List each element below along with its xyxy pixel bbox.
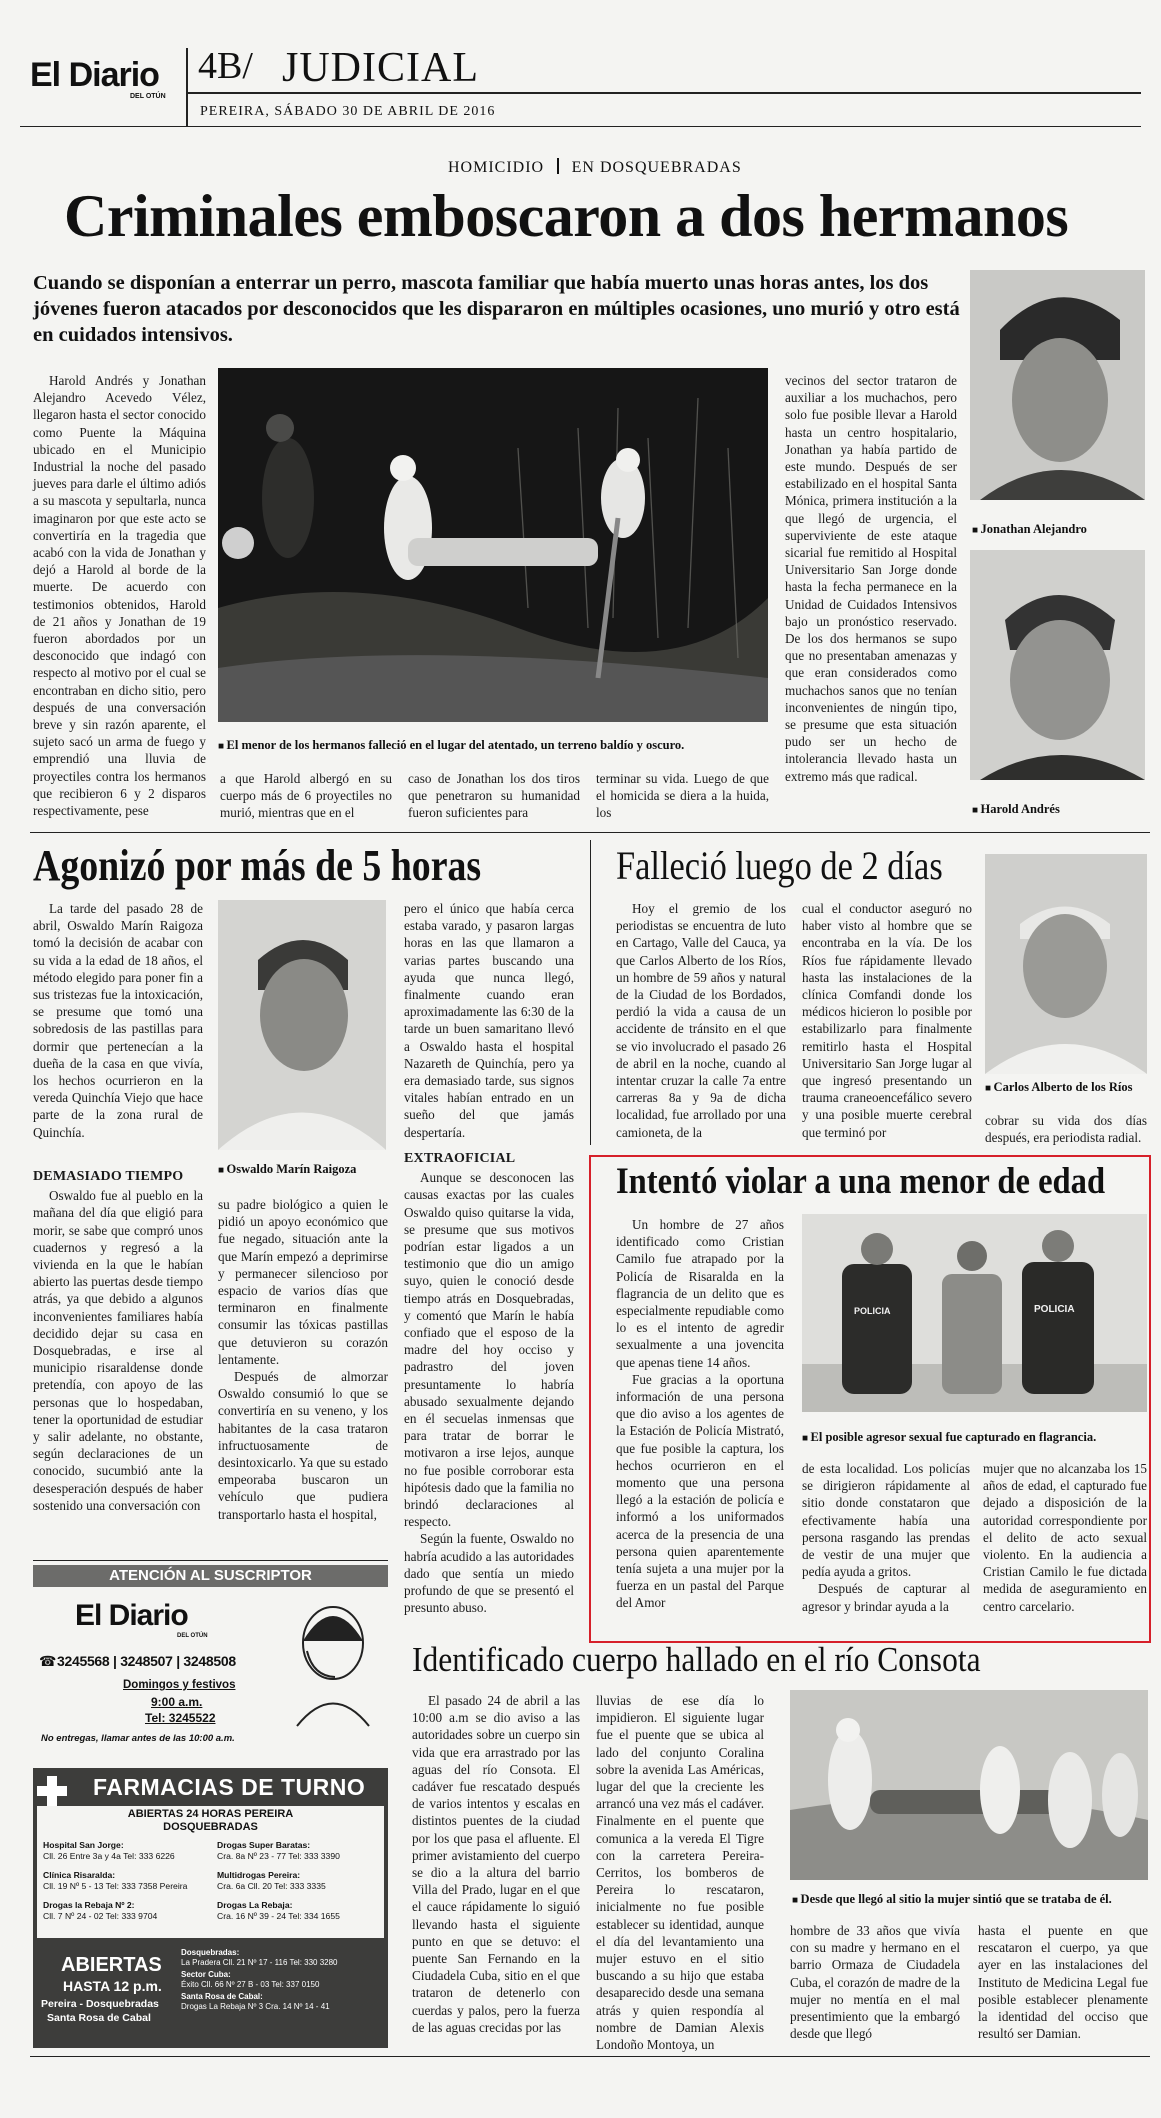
story1-col3: caso de Jonathan los dos tiros que penetraron su humanidad fueron suficientes para: [408, 771, 580, 821]
story1-kicker: [448, 158, 742, 177]
story2-col3b: Aunque se desconocen las causas exactas por las cuales Oswaldo quiso quitarse la vida, se presume que sus motivos podrían estar ligados a un testimonio que dio un amigo suyo, quien le conoció desde tiempo atrás en Dosquebradas, y comentó que Marín le había confiado que el esposo de la madre del hoy occiso y padrastro del joven presuntamente lo habría abusado sexualmente dejando en él secuelas inmensas que para tratar de borrar le motivaron a irse lejos, aunque no fue posible corroborar esta hipótesis dado que la familia no brindó declaraciones al respecto.: [404, 1170, 574, 1530]
story4-headline: Intentó violar a una menor de edad: [616, 1161, 1106, 1202]
section-title: JUDICIAL: [282, 45, 479, 91]
story2-col1: La tarde del pasado 28 de abril, Oswaldo Marín Raigoza tomó la decisión de acabar con su vida a la edad de 18 años, el método elegido para poner fin a sus tristezas fue la intoxicación, se presume que tomó una sobredosis de las pastillas para dormir que pertenecían a la dueña de la casa en que vivía, los hechos ocurrieron en la vereda Quinchía Viejo que hace parte de la zona rural de Quinchía.: [33, 901, 203, 1140]
carlos-photo-image: [985, 854, 1147, 1074]
subscriber-ad-title: ATENCIÓN AL SUSCRIPTOR: [33, 1565, 388, 1587]
river-recovery-image: [790, 1690, 1148, 1880]
story4-col1b: Fue gracias a la oportuna información de una persona que dio aviso a los agentes de la Estación de Policía Mistrató, que fue posible la captura, los hechos ocurrieron en el momento que una persona llegó a la estación de policía e informó a los uniformados acerca de la presencia de una persona quien aparentemente tenía sujeta a una mujer por la fuerza en un pastal del Parque del Amor: [616, 1371, 784, 1611]
story1-main-photo: [218, 368, 768, 722]
story5-photo-caption: ■ Desde que llegó al sitio la mujer sintió que se trataba de él.: [792, 1892, 1148, 1907]
story5-photo: [790, 1690, 1148, 1880]
story4-col2-text: de esta localidad. Los policías se dirigieron rápidamente al sitio donde constataron que efectivamente había una persona rasgando las prendas de vestir de una mujer que pedía ayuda a gritos.: [802, 1461, 970, 1580]
kicker-separator: [557, 158, 559, 174]
story2-subhead-extraoficial: EXTRAOFICIAL: [404, 1151, 516, 1166]
story2-photo: [218, 900, 386, 1150]
masthead-logo-sub: DEL OTÚN: [130, 93, 166, 100]
portrait-harold-caption: ■ Harold Andrés: [972, 802, 1060, 817]
pharmacy-cross-icon: [37, 1776, 67, 1806]
story2-col3b-wrap: [404, 1146, 574, 1616]
kicker-left: HOMICIDIO: [448, 159, 545, 176]
masthead: [0, 0, 1161, 130]
subscriber-ad-hours-label: Domingos y festivos: [123, 1679, 236, 1691]
story1-col5: vecinos del sector trataron de auxiliar a los muchachos, pero solo fue posible llevar a Harold hasta un centro hospitalario, Jonathan ya había partido de este mundo. Después de ser estabilizado en el hospital Santa Mónica, primera institución a la que llegó de urgencia, el superviviente de este ataque sicarial fue remitido al Hospital Universitario San Jorge donde hasta la fecha permanece en la Unidad de Cuidados Intensivos bajo un pronóstico reservado. De los dos hermanos se supo que no presentaban amenazas y que eran considerados como muchachos sanos que no tenían inconvenientes de ningún tipo, se presume que esta situación pudo ser un hecho de intolerancia llevado hasta un extremo más que radical.: [785, 373, 957, 784]
pharmacy-branches: [181, 1948, 386, 2012]
story1-deck: Cuando se disponían a enterrar un perro, mascota familiar que había muerto unas horas antes, los dos jóvenes fueron atacados por desconocidos que les dispararon en múltiples ocasiones, uno murió y otro está en cuidados intensivos.: [33, 272, 960, 346]
story5-col2: lluvias de ese día lo impidieron. El siguiente lugar fue el puente que se ubica al lado del conjunto Coralina sobre la avenida Las Américas, lugar del que la creciente les arrancó una vez más el cadáver. Finalmente en el puente que comunica a la vereda El Tigre con la carretera Pereira-Cerritos, los bomberos de Pereira lo rescataron, inicialmente no fue posible establecer su identidad, aunque el día del levantamiento una mujer estuvo en el sitio buscando a su hijo que estaba desaparecido desde una semana atrás y quien respondía al nombre de Damian Alexis Londoño Montoya, un: [596, 1693, 764, 2053]
story3-col3: cobrar su vida dos días después, era periodista radial.: [985, 1113, 1147, 1146]
story2-col3: pero el único que había cerca estaba varado, y pasaron largas horas en las que llamaron a varias partes buscando una ayuda que nunca llegó, finalmente cuando eran aproximadamente las 6:30 de la tarde un buen samaritano llevó a Oswaldo hasta el hospital Nazareth de Quinchía, pero ya era demasiado tarde, sus signos vitales habían entrado en un sueño del que jamás despertaría.: [404, 901, 574, 1140]
story1-photo-caption: ■ El menor de los hermanos falleció en el lugar del atentado, un terreno baldío y oscuro.: [218, 738, 768, 753]
story4-photo: [802, 1214, 1147, 1412]
operator-headset-icon: [283, 1591, 383, 1726]
masthead-vertical-rule: [186, 48, 188, 126]
pharmacy-entry: Clínica Risaralda: Cll. 19 Nº 5 - 13 Tel: 333 7358 Pereira: [43, 1870, 188, 1891]
subscriber-ad-hours-time: 9:00 a.m.: [151, 1695, 203, 1709]
pharmacy-list-right: [217, 1840, 382, 1922]
subscriber-ad-phone-icon: ☎: [39, 1653, 57, 1669]
story2-col2: [218, 1196, 388, 1536]
story4-col2b: Después de capturar al agresor y brindar ayuda a la: [802, 1581, 970, 1614]
story2-col2b: Después de almorzar Oswaldo consumió lo que se convertiría en su veneno, y los habitantes de la casa trataron infructuosamente de desintoxicarlo. Ya que su estado empeoraba buscaron un vehículo que pudiera transportarlo hasta el hospital,: [218, 1369, 388, 1522]
pharmacy-open-cities2: Santa Rosa de Cabal: [47, 2012, 151, 2024]
pharmacy-entry: Drogas la Rebaja Nº 2: Cll. 7 Nº 24 - 02 Tel: 333 9704: [43, 1900, 158, 1921]
story3-photo: [985, 854, 1147, 1074]
police-badge-right: POLICIA: [1034, 1304, 1075, 1315]
pharmacy-ad-title: FARMACIAS DE TURNO: [93, 1774, 366, 1800]
story2-headline: Agonizó por más de 5 horas: [33, 841, 482, 890]
story5-col3: hombre de 33 años que vivía con su madre y hermano en el barrio Ormaza de Ciudadela Cuba, el corazón de madre de la mujer no mentía en el mal presentimiento que la embargó desde que llegó: [790, 1923, 960, 2042]
subscriber-ad-tel: Tel: 3245522: [145, 1711, 216, 1725]
police-badge-left: POLICIA: [854, 1306, 891, 1316]
story1-col2: a que Harold albergó en su cuerpo más de 6 proyectiles no murió, mientras que en el: [220, 771, 392, 821]
page-number: 4B/: [198, 45, 253, 87]
pharmacy-list-left: [43, 1840, 211, 1922]
story1-col4: terminar su vida. Luego de que el homicida se diera a la huida, los: [596, 771, 769, 821]
masthead-rule-top: [186, 92, 1141, 94]
pharmacy-open-label: ABIERTAS: [61, 1954, 162, 1976]
branch-dosquebradas: Dosquebradas: La Pradera Cll. 21 Nº 17 - 116 Tel: 330 3280: [181, 1948, 338, 1967]
pharmacy-open-cities1: Pereira - Dosquebradas: [41, 1998, 159, 2010]
story4-col1-text: Un hombre de 27 años identificado como Cristian Camilo fue atrapado por la Policía de Risaralda en la flagrancia de un delito que es especialmente repudiable como lo es el intento de agredir sexualmente a una jovencita que apenas tiene 14 años.: [616, 1217, 784, 1370]
story4-col1: [616, 1216, 784, 1631]
page-footer-rule: [30, 2056, 1150, 2057]
portrait-jonathan-caption: ■ Jonathan Alejandro: [972, 522, 1087, 537]
branch-cuba: Sector Cuba: Éxito Cll. 66 Nº 27 B - 03 Tel: 337 0150: [181, 1970, 320, 1989]
pharmacy-ad-subtitle1: ABIERTAS 24 HORAS PEREIRA: [127, 1808, 294, 1820]
story3-col1: Hoy el gremio de los periodistas se encuentra de luto en Cartago, Valle del Cauca, ya que Carlos Alberto de los Ríos, un hombre de 59 años y natural de la Ciudad de los Bordados, perdió la vida a causa de un accidente de tránsito en el que se vio involucrado el pasado 26 de abril en la noche, cuando al intentar cruzar la calle 7a entre carreras 8a y 9a de dicha localidad, fue arrollado por una camioneta, de la: [616, 901, 786, 1140]
oswaldo-photo-image: [218, 900, 386, 1150]
story5-headline: Identificado cuerpo hallado en el río Consota: [412, 1640, 981, 1679]
pharmacy-ad-body: [37, 1806, 384, 1938]
story4-col3: mujer que no alcanzaba los 15 años de edad, el capturado fue dejado a disposición de la autoridad correspondiente por el delito de acto sexual violento. En la audiencia a Cristian Camilo le fue dictada medida de aseguramiento en centro carcelario.: [983, 1461, 1147, 1614]
subscriber-ad: [33, 1560, 388, 1755]
branch-santa-rosa: Santa Rosa de Cabal: Drogas La Rebaja Nº 3 Cra. 14 Nº 14 - 41: [181, 1992, 330, 2011]
story4-photo-caption: ■ El posible agresor sexual fue capturado en flagrancia.: [802, 1430, 1147, 1445]
pharmacy-open-time: HASTA 12 p.m.: [63, 1978, 162, 1994]
pharmacy-ad: [33, 1768, 388, 2048]
subscriber-ad-phones: 3245568 | 3248507 | 3248508: [57, 1653, 236, 1669]
portrait-jonathan-image: [970, 270, 1145, 500]
dateline: PEREIRA, SÁBADO 30 DE ABRIL DE 2016: [200, 104, 496, 119]
masthead-logo: El Diario: [30, 56, 159, 94]
story1-col1: Harold Andrés y Jonathan Alejandro Acevedo Vélez, llegaron hasta el sector conocido como Puente la Máquina ubicado en el Municipio Industrial la noche del pasado jueves para darle el último adiós a su mascota y sepultarla, nunca imaginaron por que este acto se convertiría en la tragedia que acabó con la vida de Jonathan y dejó a Harold al borde de la muerte. De acuerdo con testimonios obtenidos, Harold de 21 años y Jonathan de 19 fueron abordados por un desconocido que indagó con respecto al motivo por el cual se encontraban en dicho sitio, pero después de una conversación breve y sin razón aparente, el sujeto sacó un arma de fuego y emprendió una lluvia de proyectiles contra los hermanos que recibieron 6 y 2 disparos respectivamente, pese: [33, 373, 206, 819]
story3-photo-caption: ■ Carlos Alberto de los Ríos: [985, 1080, 1132, 1095]
pharmacy-entry: Multidrogas Pereira: Cra. 6a Cll. 20 Tel: 333 3335: [217, 1870, 326, 1891]
story5-col4: hasta el puente en que rescataron el cuerpo, ya que ayer en las instalaciones del Instituto de Medicina Legal fue posible establecer plenamente la identidad del occiso que resultó ser Damian.: [978, 1923, 1148, 2042]
pharmacy-entry: Drogas Super Baratas: Cra. 8a Nº 23 - 77 Tel: 333 3390: [217, 1840, 340, 1861]
subscriber-ad-logo: El Diario: [75, 1599, 188, 1632]
story2-photo-caption: ■ Oswaldo Marín Raigoza: [218, 1162, 356, 1177]
portrait-harold-image: [970, 550, 1145, 780]
subscriber-ad-note: No entregas, llamar antes de las 10:00 a.m.: [41, 1733, 235, 1744]
story4-col2: [802, 1460, 970, 1635]
story5-col1: El pasado 24 de abril a las 10:00 a.m se dio aviso a las autoridades sobre un cuerpo sin vida que era arrastrado por las aguas del río Consota. El cadáver fue rescatado después de varios intentos y escalas en distintos puentes de la ciudad por los que pasa el afluente. El primer avistamiento del cuerpo se dio a la altura del barrio Villa del Prado, lugar en el que el cauce rápidamente lo siguió llevando hasta el siguiente punto en que se detuvo: el puente San Fernando en la Ciudadela Cuba, sitio en el que trataron de detenerlo con cuerdas y palos, pero la fuerza de las aguas crecidas por las: [412, 1693, 580, 2035]
story2-col1b: Oswaldo fue al pueblo en la mañana del día que eligió para morir, se sabe que compró unos cuadernos y regresó a la vivienda en la que le habían abierto las puertas desde tiempo atrás, ya que debido a algunos inconvenientes familiares había decidido dejar su casa en Dosquebradas, e irse al municipio risaraldense donde pretendía, con apoyo de las personas que lo hospedaban, tener la oportunidad de estudiar y salir adelante, no obstante, según declaraciones de un conocido, sucumbió ante la desesperación después de haber sostenido una conversación con: [33, 1188, 203, 1513]
subscriber-ad-logo-sub: DEL OTÚN: [177, 1633, 208, 1639]
story3-headline: Falleció luego de 2 días: [616, 843, 943, 888]
story2-subhead-demasiado: DEMASIADO TIEMPO: [33, 1169, 184, 1184]
crime-scene-image: [218, 368, 768, 722]
pharmacy-ad-subtitle2: DOSQUEBRADAS: [163, 1821, 258, 1833]
story2-story3-divider: [590, 840, 591, 1145]
story3-col2: cual el conductor aseguró no haber visto al hombre que se encontraba en la vía. De los Ríos fue rápidamente llevado hasta las instalaciones de la clínica Comfandi donde los médicos hicieron lo posible por estabilizarlo para finalmente remitirlo hasta el Hospital Universitario San Jorge lugar al que ingresó presentando un trauma craneoencefálico severo y una posible muerte cerebral que terminó por: [802, 901, 972, 1140]
story1-bottom-rule: [30, 832, 1150, 833]
story1-headline: Criminales emboscaron a dos hermanos: [64, 183, 1069, 249]
pharmacy-entry: Drogas La Rebaja: Cra. 16 Nº 39 - 24 Tel: 334 1655: [217, 1900, 340, 1921]
story2-col3c: Según la fuente, Oswaldo no habría acudido a las autoridades dado que sentía un miedo profundo de que se presentó el presunto abuso.: [404, 1531, 574, 1616]
portrait-harold: [970, 550, 1145, 780]
story2-col2-text: su padre biológico a quien le pidió un apoyo económico que fue negado, situación ante la que Marín empezó a deprimirse y permanecer silencioso por espacio de varios días que terminaron en finalmente consumir las tóxicas pastillas que detuvieron su corazón lentamente.: [218, 1197, 388, 1367]
pharmacy-entry: Hospital San Jorge: Cll. 26 Entre 3a y 4a Tel: 333 6226: [43, 1840, 175, 1861]
portrait-jonathan: [970, 270, 1145, 500]
masthead-rule-bottom: [20, 126, 1141, 127]
kicker-right: EN DOSQUEBRADAS: [571, 159, 742, 176]
story2-col1b-wrap: [33, 1164, 203, 1534]
